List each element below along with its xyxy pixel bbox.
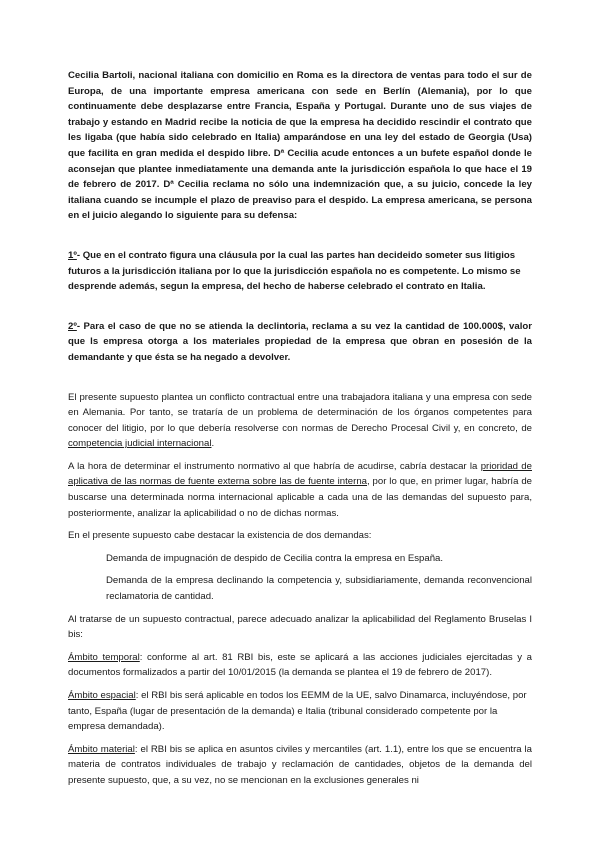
demand-1: Demanda de impugnación de despido de Cecilia contra la empresa en España. <box>106 552 444 564</box>
answer-p1-end: . <box>211 438 215 450</box>
answer-paragraph-4: Al tratarse de un supuesto contractual, parece adecuado analizar la aplicabilidad del Reglamento Bruselas I bis: <box>68 613 532 641</box>
answer-p1-text: El presente supuesto plantea un conflicto contractual entre una trabajadora italiana y una empresa con sede en Alemania. Por tanto, se trataría de un problema de determinación de los órganos competentes para conocer del litigio, por lo que debería resolverse con normas de Derecho Procesal Civil y, en concreto, de <box>68 391 532 434</box>
point-2-number: 2º <box>68 320 77 332</box>
espacial-label: Ámbito espacial <box>68 690 136 701</box>
point-1-number: 1º <box>68 249 77 261</box>
case-intro: Cecilia Bartoli, nacional italiana con domicilio en Roma es la directora de ventas para todo el sur de Europa, de una importante empresa americana con sede en Berlín (Alemania), por lo que continuamente debe desplazarse entre Francia, España y Portugal. Durante uno de sus viajes de trabajo y estando en Madrid recibe la noticia de que la empresa ha decidido rescindir el contrato que les ligaba (que había sido celebrado en Italia) amparándose en una ley del estado de Georgia (Usa) que facilita en gran medida el despido libre. Dª Cecilia acude entonces a un bufete español donde le aconsejan que plantee inmediatamente una demanda ante la jurisdicción española lo que hace el 19 de febrero de 2017. Dª Cecilia reclama no sólo una indemnización que, a su juicio, concede la ley italiana cuando se incumple el plazo de preaviso para el despido. La empresa americana, se persona en el juicio alegando lo siguiente para su defensa: <box>68 70 532 222</box>
answer-p2-text: A la hora de determinar el instrumento normativo al que habría de acudirse, cabría destacar la <box>68 460 481 472</box>
case-point-2 <box>68 319 532 366</box>
ambito-espacial <box>68 688 532 735</box>
answer-paragraph-3: En el presente supuesto cabe destacar la existencia de dos demandas: <box>68 530 372 542</box>
answer-paragraph-2 <box>68 459 532 521</box>
ambito-material <box>68 742 532 789</box>
answer-paragraph-1 <box>68 390 532 452</box>
case-point-1 <box>68 248 532 295</box>
material-text: : el RBI bis se aplica en asuntos civiles y mercantiles (art. 1.1), entre los que se encuentra la materia de contratos individuales de trabajo y reclamación de cantidades, objetos de la demanda del presente supuesto, que, a su vez, no se mencionan en la exclusiones generales ni <box>68 743 532 786</box>
prioridad-link: prioridad de aplicativa de las normas de fuente externa sobre las de fuente interna <box>68 460 532 488</box>
competencia-link: competencia judicial internacional <box>68 438 212 450</box>
material-label: Ámbito material <box>68 743 135 755</box>
answer-p2-end: , por lo que, en primer lugar, habría de buscarse una determinada norma internacional aplicable a cada una de las demandas del supuesto para, posteriormente, analizar la aplicabilidad o no de dichas normas. <box>68 476 532 519</box>
temporal-label: Ámbito temporal <box>68 651 140 663</box>
ambito-temporal <box>68 650 532 681</box>
point-1-text: - Que en el contrato figura una cláusula por la cual las partes han decideido someter sus litigios futuros a la jurisdicción italiana por lo que la jurisdicción española no es competente. Lo mismo se desprende además, segun la empresa, del hecho de haberse celebrado el contrato en Italia. <box>68 249 521 293</box>
espacial-text: : el RBI bis será aplicable en todos los EEMM de la UE, salvo Dinamarca, incluyéndose, por tanto, España (lugar de presentación de la demanda) e Italia (tribunal considerado competente por la empresa demandada). <box>68 690 527 733</box>
temporal-text: : conforme al art. 81 RBI bis, este se aplicará a las acciones judiciales ejercitadas y a documentos formalizados a partir del 10/01/2015 (la demanda se plantea el 19 de febrero de 2017). <box>68 651 532 679</box>
point-2-text: - Para el caso de que no se atienda la declintoria, reclama a su vez la cantidad de 100.000$, valor que ls empresa otorga a los materiales propiedad de la empresa que obran en posesión de la demandante y que ésta se ha negado a devolver. <box>68 320 532 363</box>
demand-2: Demanda de la empresa declinando la competencia y, subsidiariamente, demanda reconvencional reclamatoria de cantidad. <box>106 575 532 603</box>
